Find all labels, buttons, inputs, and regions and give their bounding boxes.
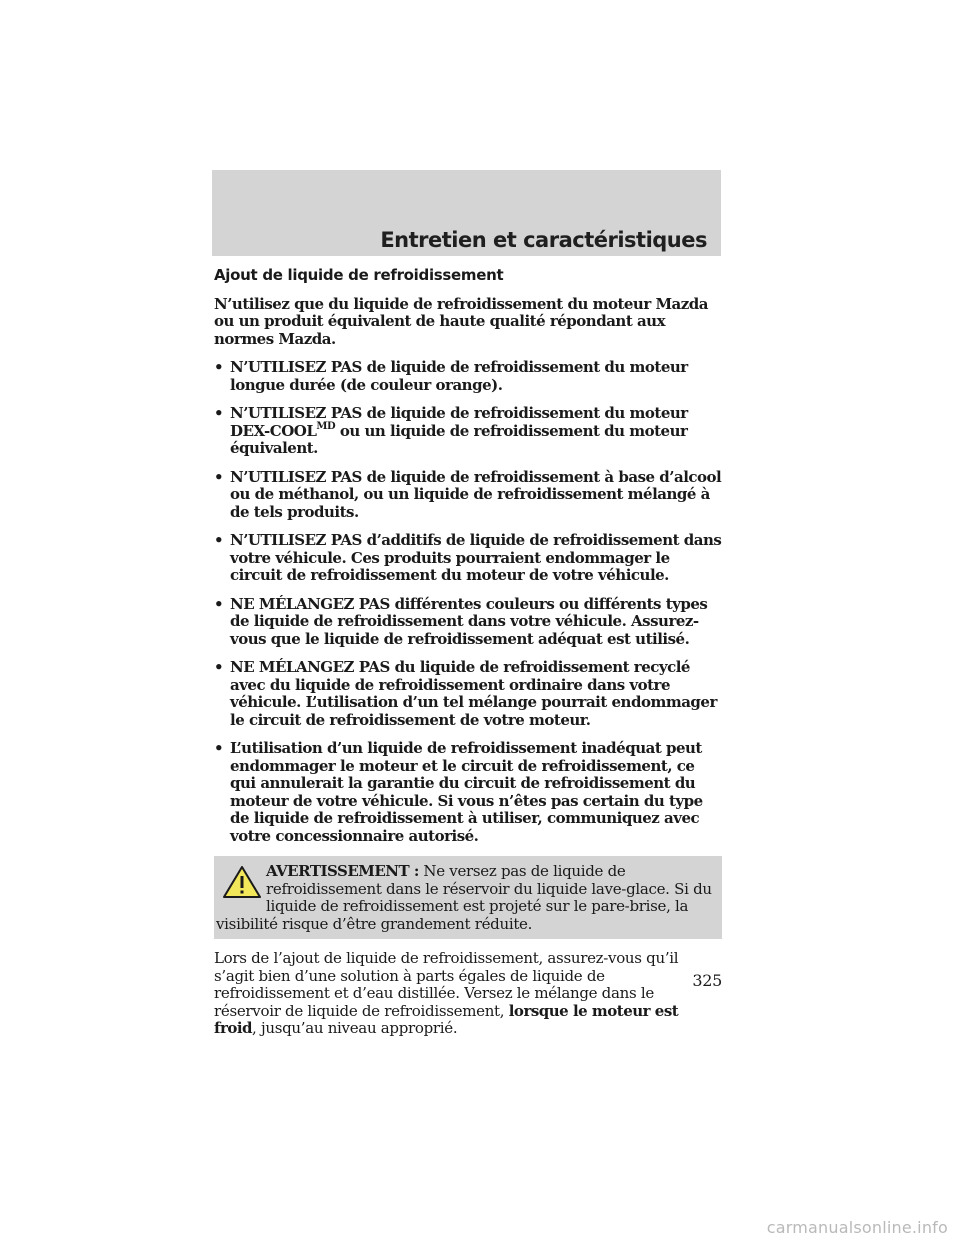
list-item	[214, 740, 722, 845]
section-heading: Ajout de liquide de refroidissement	[214, 266, 504, 284]
list-item-text: NE MÉLANGEZ PAS différentes couleurs ou différents types de liquide de refroidissement dans votre véhicule. Assurez-vous que le liquide de refroidissement adéquat est utilisé.	[230, 594, 708, 648]
list-item-text: L’utilisation d’un liquide de refroidissement inadéquat peut endommager le moteur et le circuit de refroidissement, ce qui annulerait la garantie du circuit de refroidissement du moteur de votre véhicule. Si vous n’êtes pas certain du type de liquide de refroidissement à utiliser, communiquez avec votre concessionnaire autorisé.	[230, 739, 703, 845]
list-item-text: NE MÉLANGEZ PAS du liquide de refroidissement recyclé avec du liquide de refroidissement ordinaire dans votre véhicule. L’utilisation d’un tel mélange pourrait endommager le circuit de refroidissement de votre moteur.	[230, 658, 717, 729]
list-item	[214, 532, 722, 585]
list-item	[214, 659, 722, 729]
warning-label: AVERTISSEMENT :	[266, 862, 419, 880]
warning-text: Ne versez pas de liquide de refroidissement dans le réservoir du liquide lave-glace. Si du liquide de refroidissement est projeté sur le pare-brise, la visibilité risque d’être grandement réduite.	[216, 862, 712, 933]
closing-text: Lors de l’ajout de liquide de refroidissement, assurez-vous qu’il s’agit bien d’une solution à parts égales de liquide de refroidissement et d’eau distillée. Versez le mélange dans le réservoir de liquide de refroidissement,	[214, 949, 679, 1020]
list-item	[214, 469, 722, 522]
closing-emphasis: lorsque le moteur est froid	[214, 1001, 679, 1037]
bullet-icon: •	[214, 404, 224, 422]
watermark: carmanualsonline.info	[766, 1218, 948, 1237]
list-item	[214, 596, 722, 649]
list-item-text: N’UTILISEZ PAS d’additifs de liquide de refroidissement dans votre véhicule. Ces produits pourraient endommager le circuit de refroidissement du moteur de votre véhicule.	[230, 531, 722, 584]
intro-paragraph: N’utilisez que du liquide de refroidissement du moteur Mazda ou un produit équivalent de haute qualité répondant aux normes Mazda.	[214, 294, 709, 348]
bullet-icon: •	[214, 594, 224, 613]
warning-triangle-icon	[222, 865, 262, 899]
list-item-text: N’UTILISEZ PAS de liquide de refroidissement du moteur longue durée (de couleur orange).	[230, 358, 688, 394]
bullet-icon: •	[214, 658, 224, 676]
bullet-icon: •	[214, 739, 224, 757]
page-content	[214, 267, 722, 1038]
page-number: 325	[692, 971, 722, 990]
bullet-icon: •	[214, 467, 224, 486]
closing-text-end: , jusqu’au niveau approprié.	[252, 1019, 458, 1037]
list-item-text: N’UTILISEZ PAS de liquide de refroidissement du moteur DEX-COOL	[230, 404, 688, 440]
list-item-text: N’UTILISEZ PAS de liquide de refroidissement à base d’alcool ou de méthanol, ou un liquide de refroidissement mélangé à de tels produits.	[230, 467, 722, 521]
trademark-superscript: MD	[316, 420, 336, 432]
list-item	[214, 405, 722, 458]
header-band	[212, 170, 721, 256]
list-item-text-continued: ou un liquide de refroidissement du moteur équivalent.	[230, 421, 688, 457]
list-item	[214, 359, 722, 394]
chapter-title: Entretien et caractéristiques	[380, 228, 707, 252]
warning-box	[214, 856, 722, 939]
bullet-icon: •	[214, 531, 224, 549]
bullet-icon: •	[214, 358, 224, 376]
warning-list	[214, 359, 722, 845]
closing-paragraph	[214, 950, 722, 1038]
